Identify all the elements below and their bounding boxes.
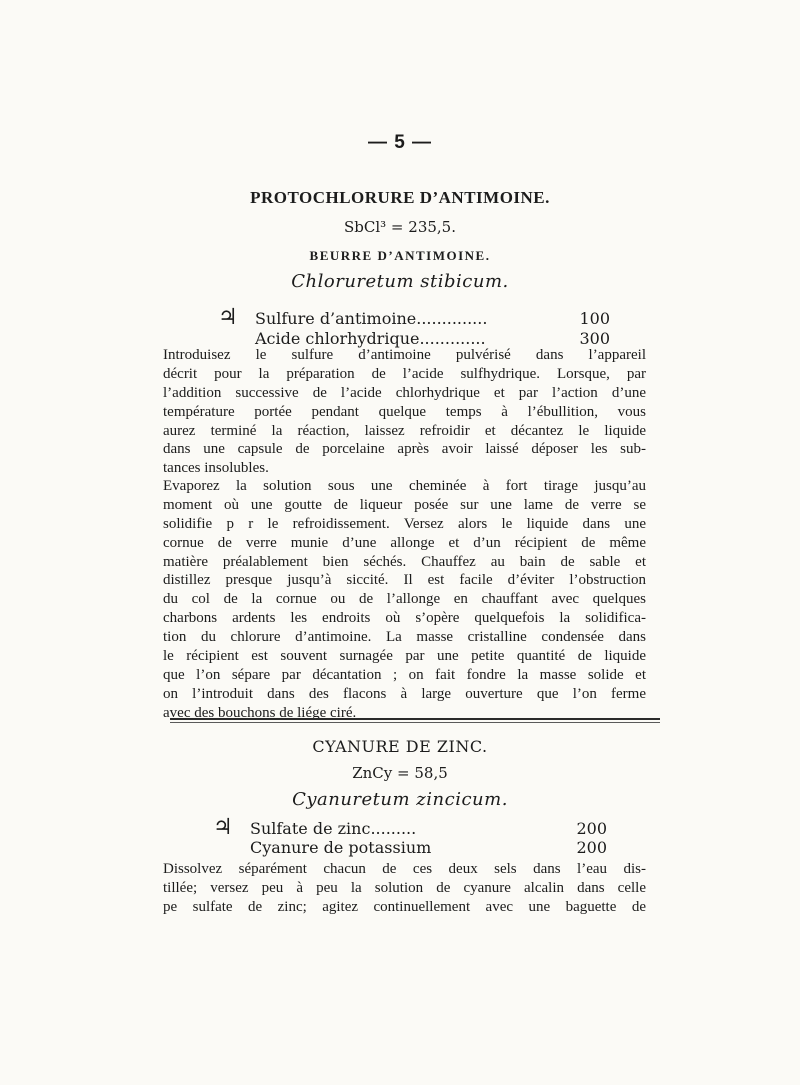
text-line: tion du chlorure d’antimoine. La masse cristalline condensée dans <box>163 629 646 646</box>
text-line: que l’on sépare par décantation ; on fait fondre la masse solide et <box>163 666 646 683</box>
text-line: moment où une goutte de liqueur posée sur une lame de verre se <box>163 496 646 513</box>
text-line: le récipient est souvent surnagée par une petite quantité de liquide <box>163 648 646 665</box>
text-line: température portée pendant quelque temps à l’ébullition, vous <box>163 403 646 420</box>
ingredient-quantity: 200 <box>576 819 607 838</box>
text-line: aurez terminé la réaction, laissez refroidir et décantez le liquide <box>163 422 646 439</box>
text-line: décrit pour la préparation de l’acide sulfhydrique. Lorsque, par <box>163 365 646 382</box>
text-line: pe sulfate de zinc; agitez continuellement avec une baguette de <box>163 898 646 915</box>
text-line: tillée; versez peu à peu la solution de cyanure alcalin dans celle <box>163 879 646 896</box>
ingredient-quantity: 200 <box>576 838 607 857</box>
text-line: charbons ardents les endroits où s’opère quelquefois la solidifica- <box>163 610 646 627</box>
paragraph-introduisez <box>163 346 646 478</box>
text-line: on l’introduit dans des flacons à large ouverture que l’on ferme <box>163 685 646 702</box>
ingredient-name: Sulfate de zinc......... <box>250 819 417 838</box>
ingredient-name: Sulfure d’antimoine.............. <box>255 309 488 328</box>
ingredient-name: Acide chlorhydrique............. <box>255 329 486 348</box>
ingredient-quantity: 300 <box>579 329 610 348</box>
text-line: l’addition successive de l’acide chlorhydrique et par l’action d’une <box>163 384 646 401</box>
latin-name-cyanuretum: Cyanuretum zincicum. <box>292 789 508 810</box>
latin-name-chloruretum: Chloruretum stibicum. <box>291 271 509 292</box>
ingredient-row <box>250 838 607 860</box>
text-line: matière préalablement bien séchés. Chauffez au bain de sable et <box>163 553 646 570</box>
ingredient-quantity: 100 <box>579 309 610 328</box>
chemical-formula-zncy: ZnCy = 58,5 <box>352 764 448 782</box>
section-subtitle-beurre: BEURRE D’ANTIMOINE. <box>309 248 491 263</box>
recipe-symbol-icon: ♃ <box>218 305 238 330</box>
text-line: solidifie p r le refroidissement. Versez alors le liquide dans une <box>163 515 646 532</box>
text-line: Introduisez le sulfure d’antimoine pulvérisé dans l’appareil <box>163 347 646 363</box>
paragraph-dissolvez <box>163 860 646 917</box>
text-line: dans une capsule de porcelaine après avoir laissé déposer les sub- <box>163 441 646 458</box>
page-number: — 5 — <box>367 132 433 153</box>
text-line: cornue de verre munie d’une allonge et d’un récipient de même <box>163 534 646 551</box>
ingredient-row <box>255 309 610 331</box>
recipe-symbol-icon: ♃ <box>213 815 233 840</box>
text-line: Evaporez la solution sous une cheminée à fort tirage jusqu’au <box>163 478 646 494</box>
text-line: tances insolubles. <box>163 460 269 477</box>
text-line: avec des bouchons de liége ciré. <box>163 704 357 721</box>
text-line: du col de la cornue ou de l’allonge en chauffant avec quelques <box>163 591 646 608</box>
ingredient-name: Cyanure de potassium <box>250 838 432 857</box>
text-line: distillez presque jusqu’à siccité. Il est facile d’éviter l’obstruction <box>163 572 646 589</box>
section-divider-thin <box>170 722 660 723</box>
section-title-cyanure: CYANURE DE ZINC. <box>312 737 488 756</box>
section-title-protochlorure: PROTOCHLORURE D’ANTIMOINE. <box>250 188 550 207</box>
chemical-formula-sbcl3: SbCl³ = 235,5. <box>344 218 456 236</box>
paragraph-evaporez <box>163 477 646 723</box>
text-line: Dissolvez séparément chacun de ces deux sels dans l’eau dis- <box>163 861 646 877</box>
section-divider <box>170 718 660 720</box>
